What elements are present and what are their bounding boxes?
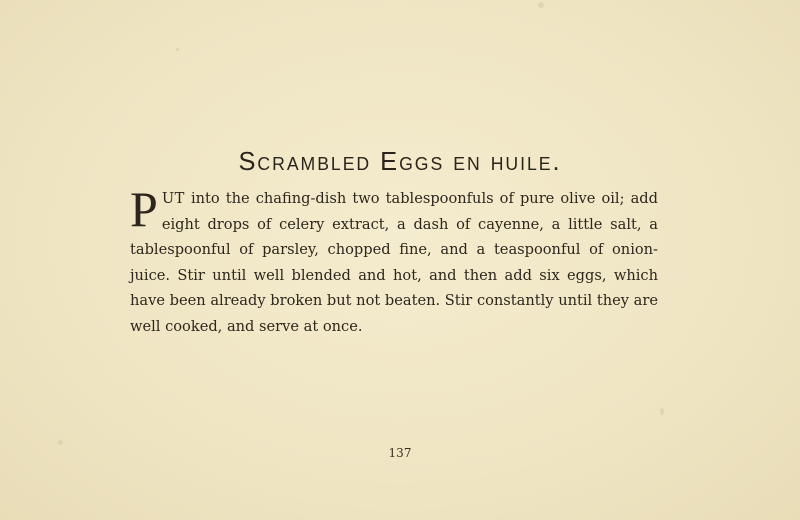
paper-blemish <box>660 408 664 415</box>
page-number: 137 <box>388 446 412 460</box>
paper-blemish <box>538 2 544 8</box>
paper-blemish <box>58 440 63 445</box>
recipe-title: Scrambled Eggs en huile. <box>238 146 562 176</box>
recipe-body <box>130 181 658 339</box>
drop-cap: P <box>130 181 158 237</box>
paper-blemish <box>176 48 179 51</box>
lead-word-rest: UT <box>161 190 185 207</box>
recipe-paragraph: into the chafing-dish two tablespoonfuls of pure olive oil; add eight drops of celery extract, a dash of cayenne, a little salt, a tablespoonful of parsley, chopped fine, and a teaspoonful of onion-juice. Stir until well blended and hot, and then add six eggs, which have been already broken but not beaten. Stir constantly until they are well cooked, and serve at once. <box>130 190 658 335</box>
